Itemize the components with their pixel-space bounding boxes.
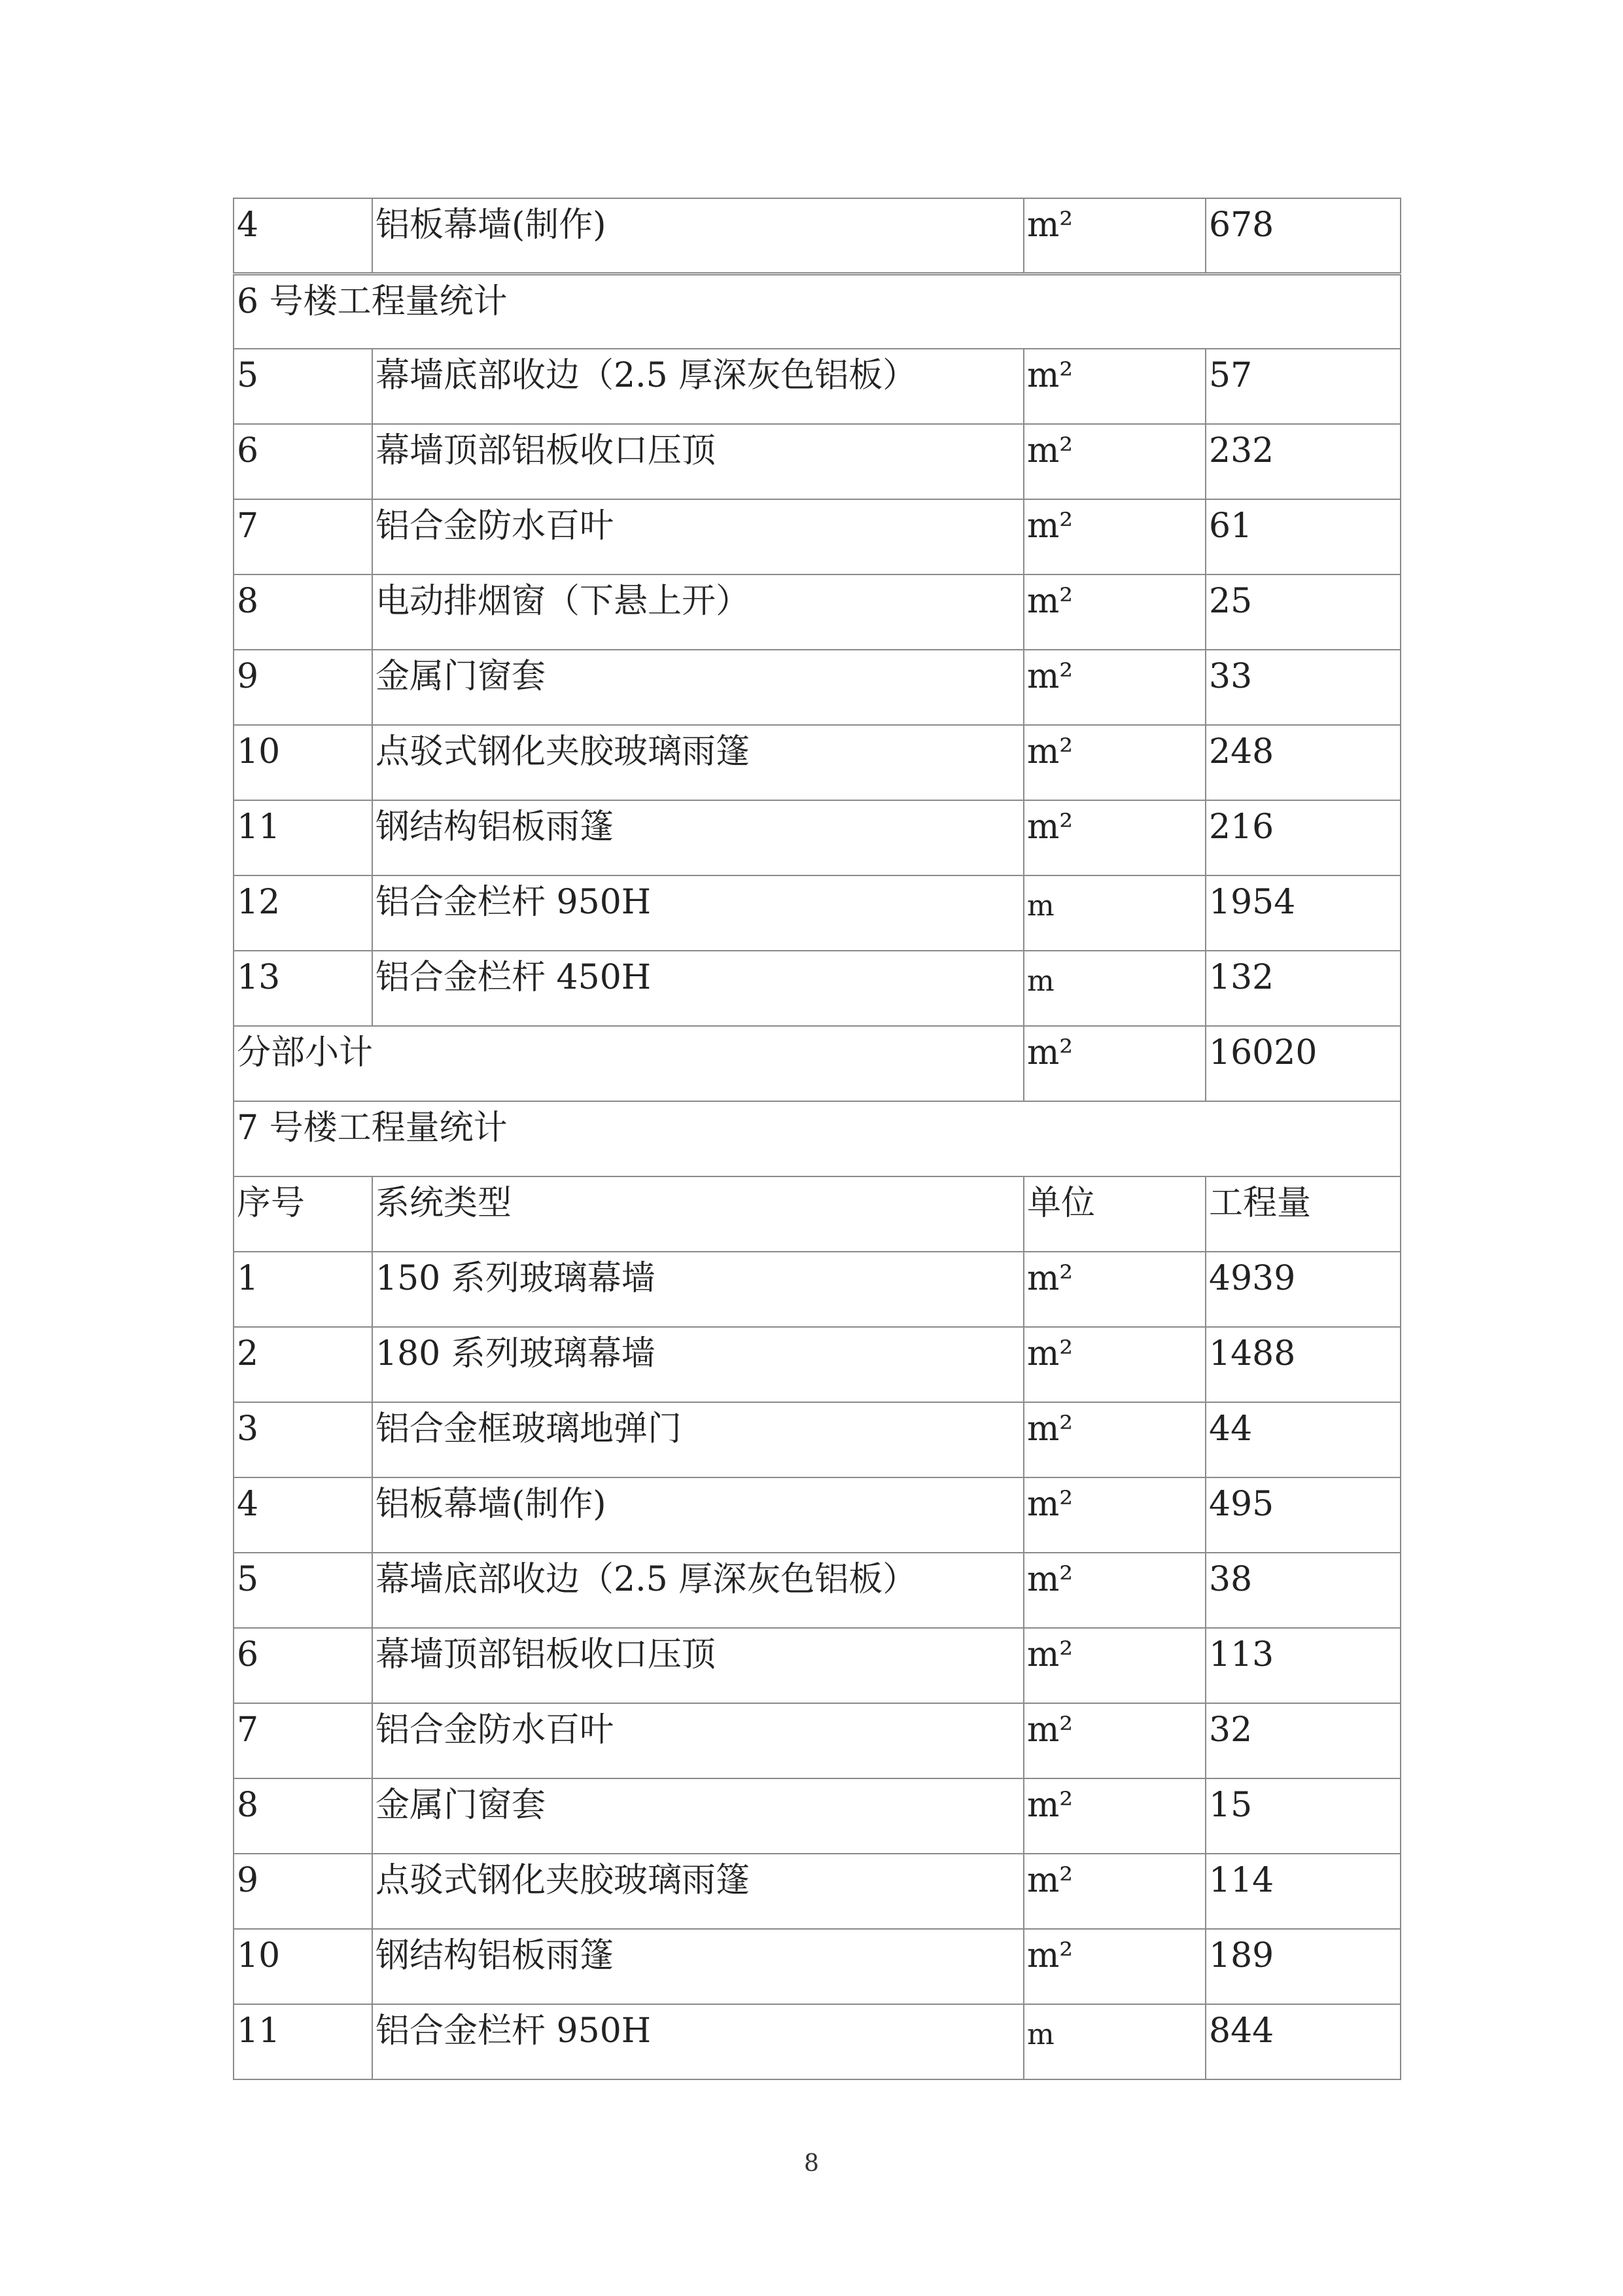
system-type: 点驳式钢化夹胶玻璃雨篷: [372, 1854, 1024, 1929]
quantity-cell: 1954: [1206, 875, 1401, 951]
system-type: 铝板幕墙(制作): [372, 1477, 1024, 1553]
quantity-table: [233, 198, 1401, 2080]
quantity-cell: 248: [1206, 725, 1401, 800]
item-number: 13: [234, 951, 372, 1026]
unit-cell: m²: [1024, 1929, 1206, 2004]
quantity-cell: 57: [1206, 349, 1401, 424]
table-row: [234, 650, 1401, 725]
unit-cell: m²: [1024, 1477, 1206, 1553]
unit-cell: m²: [1024, 800, 1206, 875]
quantity-cell: 25: [1206, 574, 1401, 650]
item-number: 4: [234, 198, 372, 274]
item-number: 12: [234, 875, 372, 951]
system-type: 幕墙底部收边（2.5 厚深灰色铝板）: [372, 1553, 1024, 1628]
table-row: [234, 725, 1401, 800]
item-number: 8: [234, 574, 372, 650]
item-number: 1: [234, 1252, 372, 1327]
item-number: 2: [234, 1327, 372, 1402]
header-quantity: 工程量: [1206, 1176, 1401, 1252]
item-number: 3: [234, 1402, 372, 1477]
quantity-cell: 38: [1206, 1553, 1401, 1628]
system-type: 钢结构铝板雨篷: [372, 800, 1024, 875]
unit-cell: m²: [1024, 725, 1206, 800]
quantity-cell: 216: [1206, 800, 1401, 875]
quantity-cell: 61: [1206, 499, 1401, 574]
table-row: [234, 424, 1401, 499]
quantity-cell: 113: [1206, 1628, 1401, 1703]
unit-cell: m²: [1024, 1327, 1206, 1402]
system-type: 幕墙顶部铝板收口压顶: [372, 424, 1024, 499]
quantity-cell: 1488: [1206, 1327, 1401, 1402]
quantity-cell: 15: [1206, 1778, 1401, 1854]
item-number: 9: [234, 650, 372, 725]
unit-cell: m: [1024, 875, 1206, 951]
table-row: [234, 1402, 1401, 1477]
item-number: 6: [234, 1628, 372, 1703]
table-row: [234, 1703, 1401, 1778]
quantity-cell: 4939: [1206, 1252, 1401, 1327]
system-type: 幕墙底部收边（2.5 厚深灰色铝板）: [372, 349, 1024, 424]
quantity-cell: 844: [1206, 2004, 1401, 2079]
column-header-row: [234, 1176, 1401, 1252]
item-number: 5: [234, 1553, 372, 1628]
section-title-row: [234, 1101, 1401, 1176]
table-row: [234, 1252, 1401, 1327]
unit-cell: m²: [1024, 424, 1206, 499]
table-row: [234, 1778, 1401, 1854]
system-type: 点驳式钢化夹胶玻璃雨篷: [372, 725, 1024, 800]
item-number: 7: [234, 499, 372, 574]
table-row: [234, 951, 1401, 1026]
quantity-cell: 114: [1206, 1854, 1401, 1929]
table-row: [234, 198, 1401, 274]
item-number: 11: [234, 2004, 372, 2079]
unit-cell: m²: [1024, 1402, 1206, 1477]
section-title: 6 号楼工程量统计: [234, 274, 1401, 349]
table-row: [234, 2004, 1401, 2079]
item-number: 7: [234, 1703, 372, 1778]
system-type: 铝合金栏杆 450H: [372, 951, 1024, 1026]
unit-cell: m: [1024, 951, 1206, 1026]
quantity-cell: 16020: [1206, 1026, 1401, 1101]
system-type: 金属门窗套: [372, 650, 1024, 725]
item-number: 8: [234, 1778, 372, 1854]
table-row: [234, 574, 1401, 650]
item-number: 6: [234, 424, 372, 499]
table-row: [234, 1477, 1401, 1553]
unit-cell: m²: [1024, 1778, 1206, 1854]
item-number: 4: [234, 1477, 372, 1553]
system-type: 幕墙顶部铝板收口压顶: [372, 1628, 1024, 1703]
unit-cell: m²: [1024, 499, 1206, 574]
table-row: [234, 1929, 1401, 2004]
subtotal-label: 分部小计: [234, 1026, 1024, 1101]
section-title-row: [234, 274, 1401, 349]
header-system-type: 系统类型: [372, 1176, 1024, 1252]
quantity-cell: 33: [1206, 650, 1401, 725]
table-row: [234, 1327, 1401, 1402]
unit-cell: m²: [1024, 349, 1206, 424]
table-row: [234, 499, 1401, 574]
table-row: [234, 800, 1401, 875]
section-title: 7 号楼工程量统计: [234, 1101, 1401, 1176]
table-row: [234, 1553, 1401, 1628]
system-type: 铝合金框玻璃地弹门: [372, 1402, 1024, 1477]
unit-cell: m²: [1024, 650, 1206, 725]
item-number: 9: [234, 1854, 372, 1929]
system-type: 150 系列玻璃幕墙: [372, 1252, 1024, 1327]
quantity-cell: 232: [1206, 424, 1401, 499]
quantity-table-body: [234, 198, 1401, 2079]
table-row: [234, 875, 1401, 951]
table-row: [234, 1854, 1401, 1929]
item-number: 10: [234, 1929, 372, 2004]
system-type: 铝合金防水百叶: [372, 499, 1024, 574]
unit-cell: m: [1024, 2004, 1206, 2079]
header-unit: 单位: [1024, 1176, 1206, 1252]
quantity-cell: 189: [1206, 1929, 1401, 2004]
unit-cell: m²: [1024, 1628, 1206, 1703]
header-no: 序号: [234, 1176, 372, 1252]
quantity-cell: 32: [1206, 1703, 1401, 1778]
system-type: 钢结构铝板雨篷: [372, 1929, 1024, 2004]
system-type: 金属门窗套: [372, 1778, 1024, 1854]
system-type: 铝板幕墙(制作): [372, 198, 1024, 274]
system-type: 电动排烟窗（下悬上开）: [372, 574, 1024, 650]
quantity-cell: 495: [1206, 1477, 1401, 1553]
table-row: [234, 349, 1401, 424]
system-type: 铝合金栏杆 950H: [372, 875, 1024, 951]
unit-cell: m²: [1024, 1553, 1206, 1628]
quantity-cell: 678: [1206, 198, 1401, 274]
table-row: [234, 1628, 1401, 1703]
system-type: 铝合金栏杆 950H: [372, 2004, 1024, 2079]
page-number: 8: [804, 2150, 819, 2177]
item-number: 11: [234, 800, 372, 875]
unit-cell: m²: [1024, 198, 1206, 274]
system-type: 铝合金防水百叶: [372, 1703, 1024, 1778]
unit-cell: m²: [1024, 1854, 1206, 1929]
unit-cell: m²: [1024, 1252, 1206, 1327]
subtotal-row: [234, 1026, 1401, 1101]
system-type: 180 系列玻璃幕墙: [372, 1327, 1024, 1402]
unit-cell: m²: [1024, 1026, 1206, 1101]
item-number: 10: [234, 725, 372, 800]
unit-cell: m²: [1024, 1703, 1206, 1778]
unit-cell: m²: [1024, 574, 1206, 650]
quantity-cell: 132: [1206, 951, 1401, 1026]
quantity-cell: 44: [1206, 1402, 1401, 1477]
item-number: 5: [234, 349, 372, 424]
